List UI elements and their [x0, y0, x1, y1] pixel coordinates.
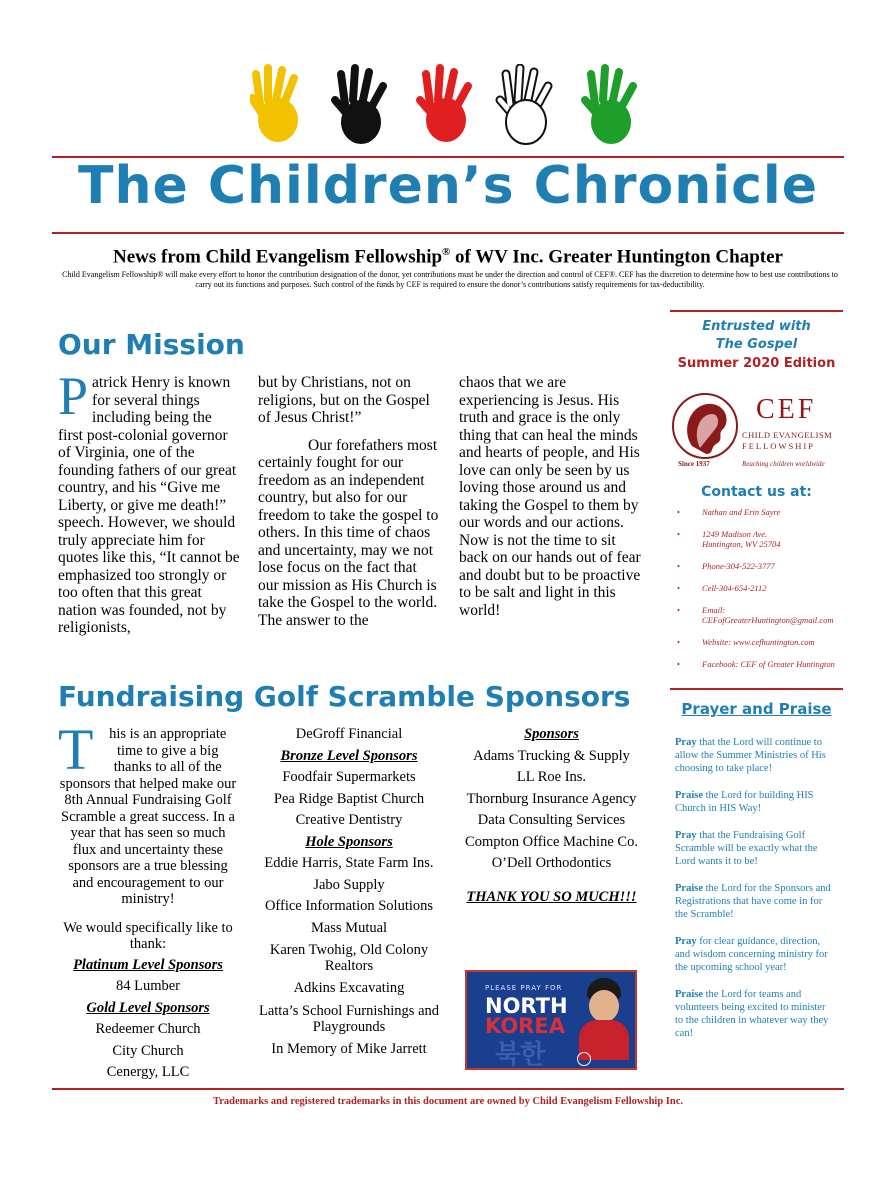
prayer-item: Pray that the Fundraising Golf Scramble will be exactly what the Lord wants it to be!: [675, 830, 818, 867]
entrusted-line-1: Entrusted with: [702, 319, 811, 334]
cef-logo-line-1: CHILD EVANGELISM: [742, 430, 833, 440]
mission-column-3: chaos that we are experiencing is Jesus. His truth and grace is the only thing that can heal the minds and hearts of people, and His love can only be seen by us loving those around us and taking the Gospel to them by our words and our actions. Now is not the time to sit back on our hands out of fear and doubt but to be proactive to be salt and light in this world!: [459, 374, 641, 619]
sponsors-heading: Fundraising Golf Scramble Sponsors: [58, 680, 631, 713]
bronze-label: Bronze Level Sponsors: [280, 747, 418, 764]
trademark-footer: Trademarks and registered trademarks in this document are owned by Child Evangelism Fellowship Inc.: [213, 1096, 683, 1107]
cef-logo-line-2: FELLOWSHIP: [742, 441, 815, 451]
sponsor-name: Data Consulting Services: [477, 812, 626, 828]
sponsor-name: Compton Office Machine Co.: [465, 833, 638, 850]
banner-north: NORTH: [485, 994, 568, 1018]
sponsor-name: Jabo Supply: [313, 876, 385, 893]
green-hand-icon: [585, 68, 633, 144]
banner-korea: KOREA: [485, 1014, 565, 1038]
prayer-item: Praise the Lord for teams and volunteers being excited to minister to the children in whatever way they can!: [675, 989, 829, 1039]
sponsors-column-3: [459, 724, 644, 908]
black-hand-icon: [335, 68, 383, 144]
contact-phone[interactable]: • Phone-304-522-3777: [670, 561, 843, 571]
sponsor-name: Cenergy, LLC: [106, 1064, 190, 1080]
contact-cell[interactable]: • Cell-304-654-2112: [670, 583, 843, 593]
cef-logo-name: CEF: [756, 394, 817, 425]
banner-top-text: PLEASE PRAY FOR: [485, 984, 563, 992]
sponsors-column-2: [258, 724, 440, 1060]
sponsor-name: DeGroff Financial: [295, 726, 403, 742]
prayer-item: Pray for clear guidance, direction, and wisdom concerning ministry for the upcoming school year!: [675, 936, 828, 973]
contact-email[interactable]: • Email: CEFofGreaterHuntington@gmail.com: [670, 605, 843, 625]
hole-label: Hole Sponsors: [305, 833, 393, 850]
sponsor-name: Creative Dentistry: [295, 812, 403, 828]
sponsor-name: Adkins Excavating: [293, 980, 405, 996]
mission-heading: Our Mission: [58, 328, 245, 361]
banner-korean-text: 북한: [495, 1040, 546, 1070]
title-bottom-rule: [52, 232, 844, 234]
sponsors-column-1: [58, 717, 238, 1084]
yellow-hand-icon: [252, 68, 298, 142]
cef-logo: [670, 388, 843, 472]
sponsor-name: Office Information Solutions: [264, 898, 434, 914]
gold-label: Gold Level Sponsors: [86, 999, 210, 1016]
donation-disclaimer: Child Evangelism Fellowship® will make every effort to honor the contribution designation of the donor, yet contributions must be under the direction and control of CEF®. CEF has the discretion to determine how to best use contributions to carry out its functions and purposes. Such control of the funds by CEF is required to ensure the donor’s contributions satisfy requirements for tax-deductibility.: [62, 270, 838, 289]
contact-names: • Nathan and Erin Sayre: [670, 507, 843, 517]
sponsors-specific: We would specifically like to thank:: [63, 919, 233, 952]
red-hand-icon: [420, 68, 468, 142]
prayer-item: Praise the Lord for building HIS Church in HIS Way!: [675, 790, 814, 814]
footer-rule: [52, 1088, 844, 1090]
sponsor-name: O’Dell Orthodontics: [491, 855, 612, 871]
contact-address: • 1249 Madison Ave. Huntington, WV 25704: [670, 529, 843, 549]
pray-for-north-korea-banner: [465, 970, 637, 1070]
sponsor-name: Adams Trucking & Supply: [473, 747, 630, 764]
child-photo: [575, 978, 631, 1054]
prayer-top-rule: [670, 688, 843, 690]
sponsor-name: Thornburg Insurance Agency: [466, 790, 637, 807]
prayer-item: Pray that the Lord will continue to allow the Summer Ministries of His choosing to take place!: [675, 737, 826, 774]
edition-label: Summer 2020 Edition: [677, 356, 836, 371]
sponsors-label: Sponsors: [524, 726, 579, 742]
sponsor-name: Redeemer Church: [95, 1021, 201, 1037]
prayer-item: Praise the Lord for the Sponsors and Registrations that have come in for the Scramble!: [675, 883, 831, 920]
entrusted-line-2: The Gospel: [715, 337, 798, 352]
sponsors-dropcap: T: [58, 717, 94, 782]
sidebar-top-rule: [670, 310, 843, 312]
mission-column-1: Patrick Henry is known for several things including being the first post-colonial governor of Virginia, one of the founding fathers of our great country, and his “Give me Liberty, or give me death!” speech. However, we should truly appreciate him for quotes like this, “It cannot be emphasized too strongly or too often that this great nation was founded, not by religionists,: [58, 366, 240, 636]
thank-you-text: THANK YOU SO MUCH!!!: [466, 888, 637, 905]
cef-since: Since 1937: [678, 460, 710, 468]
mission-dropcap: P: [58, 366, 89, 426]
contact-heading: Contact us at:: [701, 484, 812, 500]
sponsor-name: Foodfair Supermarkets: [282, 769, 416, 785]
white-hand-icon: [500, 68, 548, 144]
contact-website[interactable]: • Website: www.cefhuntington.com: [670, 637, 843, 647]
sponsor-name: Eddie Harris, State Farm Ins.: [264, 855, 434, 871]
newsletter-title: The Children’s Chronicle: [78, 156, 818, 216]
sponsor-name: Pea Ridge Baptist Church: [273, 790, 425, 807]
platinum-label: Platinum Level Sponsors: [73, 956, 223, 973]
prayer-heading: Prayer and Praise: [681, 700, 832, 718]
sponsor-name: In Memory of Mike Jarrett: [271, 1040, 427, 1057]
mission-column-2: but by Christians, not on religions, but on the Gospel of Jesus Christ!” Our forefathers most certainly fought for our freedom as an independent country, but also for our freedom to take the gospel to others. In this time of chaos and uncertainty, may we not lose focus on the fact that our mission as His Church is take the Gospel to the world. The answer to the: [258, 374, 439, 629]
sponsor-name: 84 Lumber: [115, 978, 181, 994]
cef-banner-logo-icon: [577, 1052, 591, 1066]
sponsors-intro: T his is an appropriate time to give a big thanks to all of the sponsors that helped make our 8th Annual Fundraising Golf Scramble a great success. In a year that has seen so much flux and uncertainty these sponsors are a true blessing and encouragement to our ministry!: [58, 717, 237, 907]
cef-tagline: Reaching children worldwide: [742, 460, 825, 468]
sponsor-name: Karen Twohig, Old Colony Realtors: [269, 942, 429, 974]
sponsor-name: LL Roe Ins.: [516, 769, 587, 785]
sponsor-name: City Church: [112, 1042, 184, 1059]
newsletter-subtitle: News from Child Evangelism Fellowship® of WV Inc. Greater Huntington Chapter: [113, 246, 783, 268]
contact-list: [670, 507, 843, 681]
contact-facebook[interactable]: • Facebook: CEF of Greater Huntington: [670, 659, 843, 669]
sidebar: [670, 310, 843, 371]
colored-hands-graphic: [250, 64, 650, 148]
sponsor-name: Latta’s School Furnishings and Playgrounds: [258, 1002, 440, 1035]
sponsor-name: Mass Mutual: [310, 919, 388, 936]
prayer-list: [675, 736, 835, 1054]
